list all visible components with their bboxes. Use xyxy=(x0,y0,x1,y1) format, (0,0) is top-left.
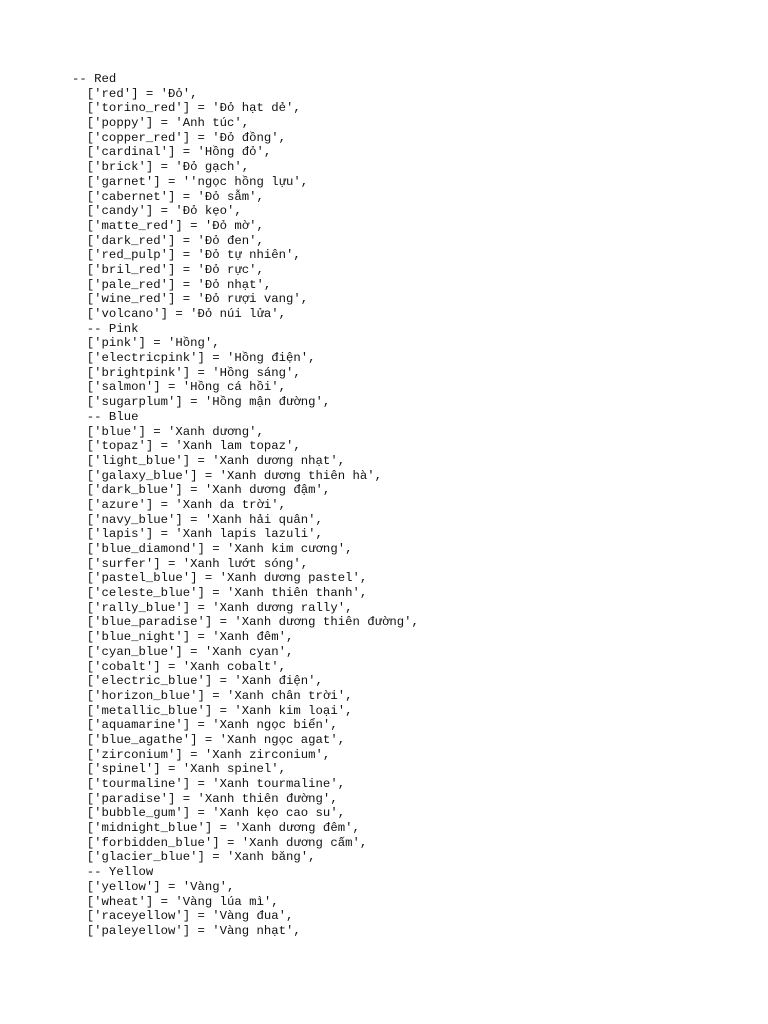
color-entry: ['matte_red'] = 'Đỏ mờ', xyxy=(86,218,264,233)
color-entry: ['pastel_blue'] = 'Xanh dương pastel', xyxy=(86,571,368,586)
color-entry: ['azure'] = 'Xanh da trời', xyxy=(86,497,287,512)
color-entry: ['surfer'] = 'Xanh lướt sóng', xyxy=(86,556,309,571)
color-entry: ['tourmaline'] = 'Xanh tourmaline', xyxy=(86,777,346,791)
color-entry: ['candy'] = 'Đỏ kẹo', xyxy=(86,204,242,219)
color-entry: ['red_pulp'] = 'Đỏ tự nhiên', xyxy=(86,248,301,263)
color-entry: ['blue_diamond'] = 'Xanh kim cương', xyxy=(86,542,353,556)
color-entry: ['paradise'] = 'Xanh thiên đường', xyxy=(86,791,338,806)
color-entry: ['dark_red'] = 'Đỏ đen', xyxy=(86,233,264,248)
color-entry: ['blue_paradise'] = 'Xanh dương thiên đường', xyxy=(86,615,419,630)
color-entry: ['aquamarine'] = 'Xanh ngọc biển', xyxy=(86,718,338,733)
color-entry: ['brick'] = 'Đỏ gạch', xyxy=(86,160,250,175)
color-entry: ['pink'] = 'Hồng', xyxy=(86,336,220,351)
color-entry: ['midnight_blue'] = 'Xanh dương đêm', xyxy=(86,821,360,836)
color-entry: ['electricpink'] = 'Hồng điện', xyxy=(86,351,316,366)
section-comment-red: -- Red xyxy=(72,72,117,86)
section-comment-blue: -- Blue xyxy=(86,409,139,424)
color-entry: ['copper_red'] = 'Đỏ đồng', xyxy=(86,130,287,145)
color-entry: ['brightpink'] = 'Hồng sáng', xyxy=(86,365,301,380)
color-entry: ['rally_blue'] = 'Xanh dương rally', xyxy=(86,600,353,615)
color-entry: ['torino_red'] = 'Đỏ hạt dẻ', xyxy=(86,101,301,116)
color-entry: ['sugarplum'] = 'Hồng mận đường', xyxy=(86,395,331,410)
color-entry: ['zirconium'] = 'Xanh zirconium', xyxy=(86,747,331,762)
color-entry: ['horizon_blue'] = 'Xanh chân trời', xyxy=(86,688,353,703)
color-entry: ['metallic_blue'] = 'Xanh kim loại', xyxy=(86,703,353,718)
color-entry: ['blue_night'] = 'Xanh đêm', xyxy=(86,630,294,645)
color-entry: ['raceyellow'] = 'Vàng đua', xyxy=(86,909,294,924)
color-entry: ['bubble_gum'] = 'Xanh kẹo cao su', xyxy=(86,806,346,821)
color-entry: ['bril_red'] = 'Đỏ rực', xyxy=(86,262,264,277)
color-entry: ['lapis'] = 'Xanh lapis lazuli', xyxy=(86,527,323,542)
color-entry: ['yellow'] = 'Vàng', xyxy=(86,879,235,894)
color-entry: ['cyan_blue'] = 'Xanh cyan', xyxy=(86,644,294,659)
color-entry: ['red'] = 'Đỏ', xyxy=(86,86,198,101)
color-entry: ['cobalt'] = 'Xanh cobalt', xyxy=(86,659,287,674)
color-entry: ['electric_blue'] = 'Xanh điện', xyxy=(86,674,323,689)
color-entry: ['paleyellow'] = 'Vàng nhạt', xyxy=(86,923,301,938)
color-entry: ['spinel'] = 'Xanh spinel', xyxy=(86,762,287,777)
color-entry: ['poppy'] = 'Anh túc', xyxy=(86,116,250,131)
color-entry: ['wine_red'] = 'Đỏ rượi vang', xyxy=(86,292,309,307)
color-entry: ['dark_blue'] = 'Xanh dương đậm', xyxy=(86,483,331,498)
code-listing xyxy=(72,72,732,939)
color-entry: ['galaxy_blue'] = 'Xanh dương thiên hà', xyxy=(86,468,382,483)
color-entry: ['cabernet'] = 'Đỏ sẫm', xyxy=(86,189,264,204)
color-entry: ['glacier_blue'] = 'Xanh băng', xyxy=(86,850,316,865)
color-entry: ['light_blue'] = 'Xanh dương nhạt', xyxy=(86,453,346,468)
color-entry: ['salmon'] = 'Hồng cá hồi', xyxy=(86,380,287,395)
color-entry: ['cardinal'] = 'Hồng đỏ', xyxy=(86,145,272,160)
section-comment-yellow: -- Yellow xyxy=(86,865,154,880)
section-comment-pink: -- Pink xyxy=(86,321,139,336)
color-entry: ['celeste_blue'] = 'Xanh thiên thanh', xyxy=(86,586,368,601)
color-entry: ['volcano'] = 'Đỏ núi lửa', xyxy=(86,307,287,321)
color-entry: ['blue'] = 'Xanh dương', xyxy=(86,424,264,439)
color-entry: ['garnet'] = ''ngọc hồng lựu', xyxy=(86,174,309,189)
color-entry: ['pale_red'] = 'Đỏ nhạt', xyxy=(86,277,272,292)
color-entry: ['topaz'] = 'Xanh lam topaz', xyxy=(86,439,301,454)
color-entry: ['wheat'] = 'Vàng lúa mì', xyxy=(86,894,279,909)
color-entry: ['blue_agathe'] = 'Xanh ngọc agat', xyxy=(86,732,346,747)
color-entry: ['navy_blue'] = 'Xanh hải quân', xyxy=(86,512,323,527)
color-entry: ['forbidden_blue'] = 'Xanh dương cấm', xyxy=(86,835,368,850)
